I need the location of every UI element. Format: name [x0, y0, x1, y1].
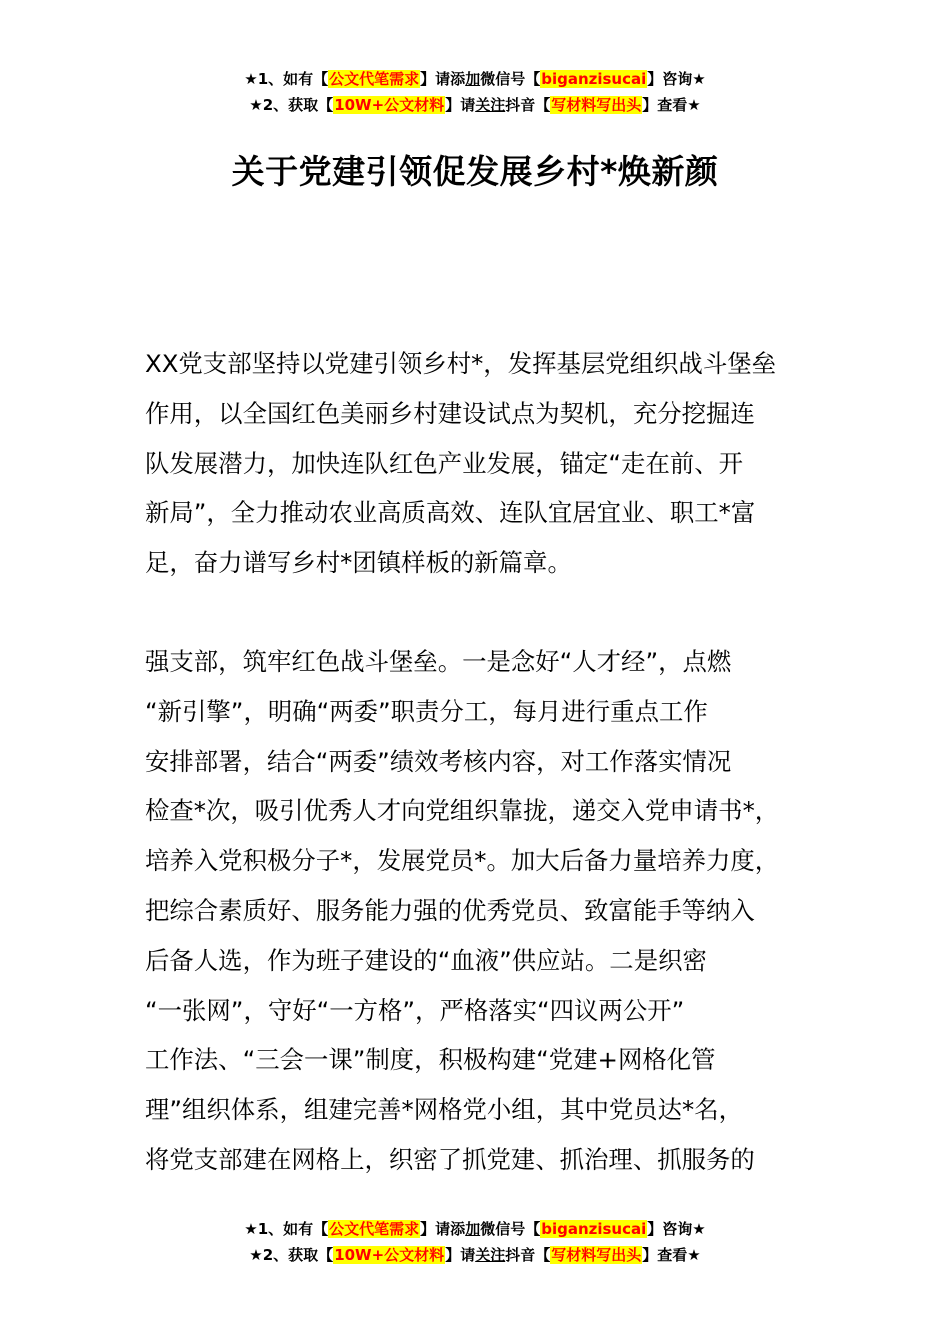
highlight-materials: 10W+公文材料: [334, 1246, 445, 1264]
paragraph-line: 安排部署，结合“两委”绩效考核内容，对工作落实情况: [145, 746, 732, 776]
paragraph-line: “一张网”，守好“一方格”，严格落实“四议两公开”: [145, 995, 685, 1025]
highlight-douyin: 写材料写出头: [551, 96, 642, 114]
paragraph-line: 后备人选，作为班子建设的“血液”供应站。二是织密: [145, 945, 707, 975]
paragraph-line: 将党支部建在网格上，织密了抓党建、抓治理、抓服务的: [145, 1144, 755, 1174]
paragraph-line: 新局”，全力推动农业高质高效、连队宜居宜业、职工*富: [145, 498, 756, 528]
paragraph-line: “新引擎”，明确“两委”职责分工，每月进行重点工作: [145, 696, 708, 726]
paragraph-line: 工作法、“三会一课”制度，积极构建“党建+网格化管: [145, 1045, 716, 1075]
header-banner: [0, 66, 950, 118]
paragraph-line: 检查*次，吸引优秀人才向党组织靠拢，递交入党申请书*，: [145, 796, 780, 826]
highlight-douyin: 写材料写出头: [551, 1246, 642, 1264]
paragraph-line: 作用，以全国红色美丽乡村建设试点为契机，充分挖掘连: [145, 398, 755, 428]
banner-line-2: ★2、获取【10W+公文材料】请关注抖音【写材料写出头】查看★: [249, 96, 701, 114]
document-title: 关于党建引领促发展乡村*焕新颜: [231, 152, 719, 191]
banner-line-2: ★2、获取【10W+公文材料】请关注抖音【写材料写出头】查看★: [249, 1246, 701, 1264]
paragraph-line: 理”组织体系，组建完善*网格党小组，其中党员达*名，: [145, 1095, 744, 1125]
footer-banner: [0, 1216, 950, 1268]
paragraph-strengthen-branch: [145, 637, 825, 1185]
paragraph-line: 强支部，筑牢红色战斗堡垒。一是念好“人才经”，点燃: [145, 647, 732, 676]
highlight-service: 公文代笔需求: [329, 70, 420, 88]
highlight-service: 公文代笔需求: [329, 1220, 420, 1238]
paragraph-line: XX党支部坚持以党建引领乡村*，发挥基层党组织战斗堡垒: [145, 349, 776, 378]
highlight-wechat-id: biganzisucai: [541, 70, 647, 88]
paragraph-line: 足，奋力谱写乡村*团镇样板的新篇章。: [145, 548, 572, 578]
paragraph-intro: [145, 339, 825, 588]
highlight-wechat-id: biganzisucai: [541, 1220, 647, 1238]
paragraph-line: 队发展潜力，加快连队红色产业发展，锚定“走在前、开: [145, 448, 744, 478]
banner-line-1: ★1、如有【公文代笔需求】请添加微信号【biganzisucai】咨询★: [244, 1220, 706, 1238]
paragraph-line: 培养入党积极分子*，发展党员*。加大后备力量培养力度，: [145, 846, 780, 876]
highlight-materials: 10W+公文材料: [334, 96, 445, 114]
banner-line-1: ★1、如有【公文代笔需求】请添加微信号【biganzisucai】咨询★: [244, 70, 706, 88]
paragraph-line: 把综合素质好、服务能力强的优秀党员、致富能手等纳入: [145, 895, 755, 925]
